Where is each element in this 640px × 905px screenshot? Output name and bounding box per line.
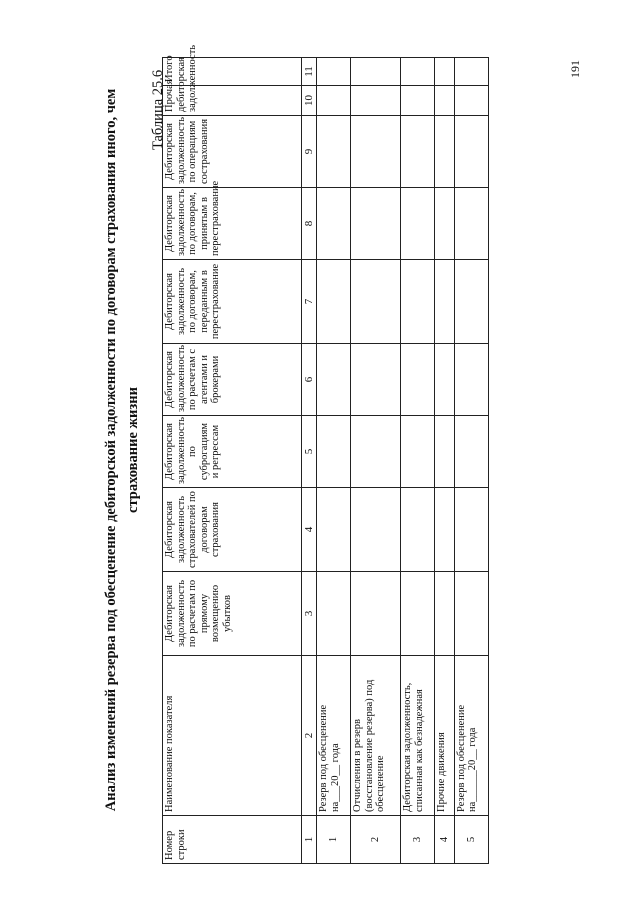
table-cell — [401, 488, 435, 572]
table-cell — [351, 416, 401, 488]
column-number: 7 — [302, 260, 317, 344]
table-cell — [351, 188, 401, 260]
table-row — [435, 58, 454, 864]
table-cell — [454, 572, 488, 656]
reserve-analysis-table — [162, 44, 489, 864]
table-cell — [351, 116, 401, 188]
table-cell — [435, 344, 454, 416]
table-cell — [401, 188, 435, 260]
row-label: Резерв под обесценение на___20__ года — [317, 656, 351, 816]
header-other-receivables: Прочая дебиторская задолженность — [163, 86, 302, 116]
table-cell — [351, 572, 401, 656]
column-number: 6 — [302, 344, 317, 416]
table-cell — [401, 116, 435, 188]
column-number: 5 — [302, 416, 317, 488]
table-cell — [317, 116, 351, 188]
table-caption: Таблица 25.6 — [150, 69, 166, 150]
row-number: 1 — [317, 816, 351, 864]
column-numbers-row — [302, 58, 317, 864]
row-number: 4 — [435, 816, 454, 864]
table-cell — [317, 86, 351, 116]
table-cell — [317, 188, 351, 260]
table-cell — [435, 58, 454, 86]
column-number: 8 — [302, 188, 317, 260]
row-label: Резерв под обесценение на______20__ года — [454, 656, 488, 816]
table-cell — [454, 488, 488, 572]
table-cell — [317, 488, 351, 572]
row-number: 2 — [351, 816, 401, 864]
table-cell — [401, 58, 435, 86]
table-row — [317, 58, 351, 864]
table-cell — [435, 116, 454, 188]
column-number: 11 — [302, 58, 317, 86]
header-direct-loss-compensation: Дебиторская задолженность по расчетам по прямому возмещению убытков — [163, 572, 302, 656]
table-cell — [454, 260, 488, 344]
table-cell — [351, 58, 401, 86]
column-number: 10 — [302, 86, 317, 116]
table-cell — [435, 86, 454, 116]
column-number: 4 — [302, 488, 317, 572]
table-cell — [454, 344, 488, 416]
header-indicator-name: Наименование показателя — [163, 656, 302, 816]
table-row — [454, 58, 488, 864]
reserve-analysis-table-container — [162, 44, 489, 864]
table-cell — [435, 188, 454, 260]
table-cell — [454, 86, 488, 116]
table-cell — [454, 188, 488, 260]
table-cell — [435, 488, 454, 572]
table-cell — [454, 116, 488, 188]
document-title-line-1: Анализ изменений резерва под обесценение дебиторской задолженности по договорам страхования иного, чем — [103, 88, 119, 812]
table-row — [401, 58, 435, 864]
header-subrogation-recourse: Дебиторская задолженность по суброгациям и регрессам — [163, 416, 302, 488]
header-row-number: Номер строки — [163, 816, 302, 864]
column-number: 3 — [302, 572, 317, 656]
table-cell — [454, 416, 488, 488]
document-title-line-2: страхование жизни — [125, 387, 141, 513]
table-header-row — [163, 58, 302, 864]
table-cell — [317, 260, 351, 344]
table-cell — [351, 488, 401, 572]
row-label: Отчисления в резерв (восстановление резерва) под обесценение — [351, 656, 401, 816]
header-assumed-reinsurance: Дебиторская задолженность по договорам, принятым в перестрахование — [163, 188, 302, 260]
table-cell — [317, 344, 351, 416]
row-number: 3 — [401, 816, 435, 864]
table-cell — [351, 260, 401, 344]
column-number: 2 — [302, 656, 317, 816]
table-row — [351, 58, 401, 864]
table-cell — [351, 86, 401, 116]
column-number: 9 — [302, 116, 317, 188]
table-cell — [317, 58, 351, 86]
table-cell — [401, 86, 435, 116]
header-agents-brokers: Дебиторская задолженность по расчетам с агентами и брокерами — [163, 344, 302, 416]
table-cell — [435, 416, 454, 488]
table-cell — [435, 572, 454, 656]
table-cell — [317, 416, 351, 488]
row-label: Прочие движения — [435, 656, 454, 816]
table-cell — [435, 260, 454, 344]
header-total: Итого — [163, 58, 302, 86]
table-cell — [351, 344, 401, 416]
row-number: 5 — [454, 816, 488, 864]
table-cell — [454, 58, 488, 86]
table-cell — [317, 572, 351, 656]
table-cell — [401, 344, 435, 416]
page-number: 191 — [568, 60, 582, 78]
header-policyholders: Дебиторская задолженность страхователей по договорам страхования — [163, 488, 302, 572]
table-cell — [401, 416, 435, 488]
header-coinsurance: Дебиторская задолженность по операциям сострахования — [163, 116, 302, 188]
column-number: 1 — [302, 816, 317, 864]
table-cell — [401, 260, 435, 344]
table-cell — [401, 572, 435, 656]
header-ceded-reinsurance: Дебиторская задолженность по договорам, переданным в перестрахование — [163, 260, 302, 344]
row-label: Дебиторская задолженность, списанная как безнадежная — [401, 656, 435, 816]
